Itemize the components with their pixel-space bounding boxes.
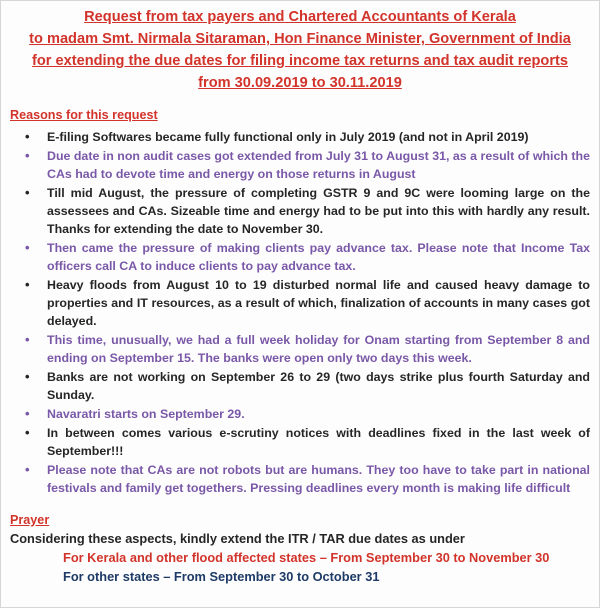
- reason-bullet-7: • Banks are not working on September 26 to 29 (two days strike plus fourth Saturday and Sunday.: [47, 368, 590, 404]
- prayer-request-other-states: For other states – From September 30 to October 31: [63, 569, 380, 584]
- prayer-request-flood-states: For Kerala and other flood affected states – From September 30 to November 30: [63, 550, 550, 565]
- reasons-list: [10, 128, 590, 497]
- document-title: [10, 6, 590, 94]
- reason-bullet-2: • Due date in non audit cases got extended from July 31 to August 31, as a result of which the CAs had to devote time and energy on those returns in August: [47, 147, 590, 183]
- reason-bullet-5: • Heavy floods from August 10 to 19 disturbed normal life and caused heavy damage to properties and IT resources, as a result of which, finalization of accounts in many cases got delayed.: [47, 276, 590, 330]
- reason-bullet-8: • Navaratri starts on September 29.: [47, 405, 590, 423]
- title-line-2: to madam Smt. Nirmala Sitaraman, Hon Finance Minister, Government of India: [29, 31, 571, 47]
- title-line-3: for extending the due dates for filing income tax returns and tax audit reports: [32, 53, 568, 69]
- prayer-section: [10, 511, 590, 586]
- reason-bullet-9: • In between comes various e-scrutiny notices with deadlines fixed in the last week of September!!!: [47, 424, 590, 460]
- reason-bullet-10: • Please note that CAs are not robots but are humans. They too have to take part in national festivals and family get togethers. Pressing deadlines every month is making life difficult: [47, 461, 590, 497]
- reason-bullet-6: • This time, unusually, we had a full week holiday for Onam starting from September 8 and ending on September 15. The banks were open only two days this week.: [47, 331, 590, 367]
- title-line-4: from 30.09.2019 to 30.11.2019: [198, 75, 402, 91]
- prayer-heading: Prayer: [10, 513, 50, 527]
- reason-bullet-1: • E-filing Softwares became fully functional only in July 2019 (and not in April 2019): [47, 128, 590, 146]
- prayer-intro: Considering these aspects, kindly extend the ITR / TAR due dates as under: [10, 531, 465, 546]
- reason-bullet-4: • Then came the pressure of making clients pay advance tax. Please note that Income Tax officers call CA to induce clients to pay advance tax.: [47, 239, 590, 275]
- title-line-1: Request from tax payers and Chartered Accountants of Kerala: [84, 9, 516, 25]
- reasons-heading: Reasons for this request: [10, 108, 158, 122]
- reason-bullet-3: • Till mid August, the pressure of completing GSTR 9 and 9C were looming large on the assessees and CAs. Sizeable time and energy had to be put into this with hardly any result. Thanks for extending the date to November 30.: [47, 184, 590, 238]
